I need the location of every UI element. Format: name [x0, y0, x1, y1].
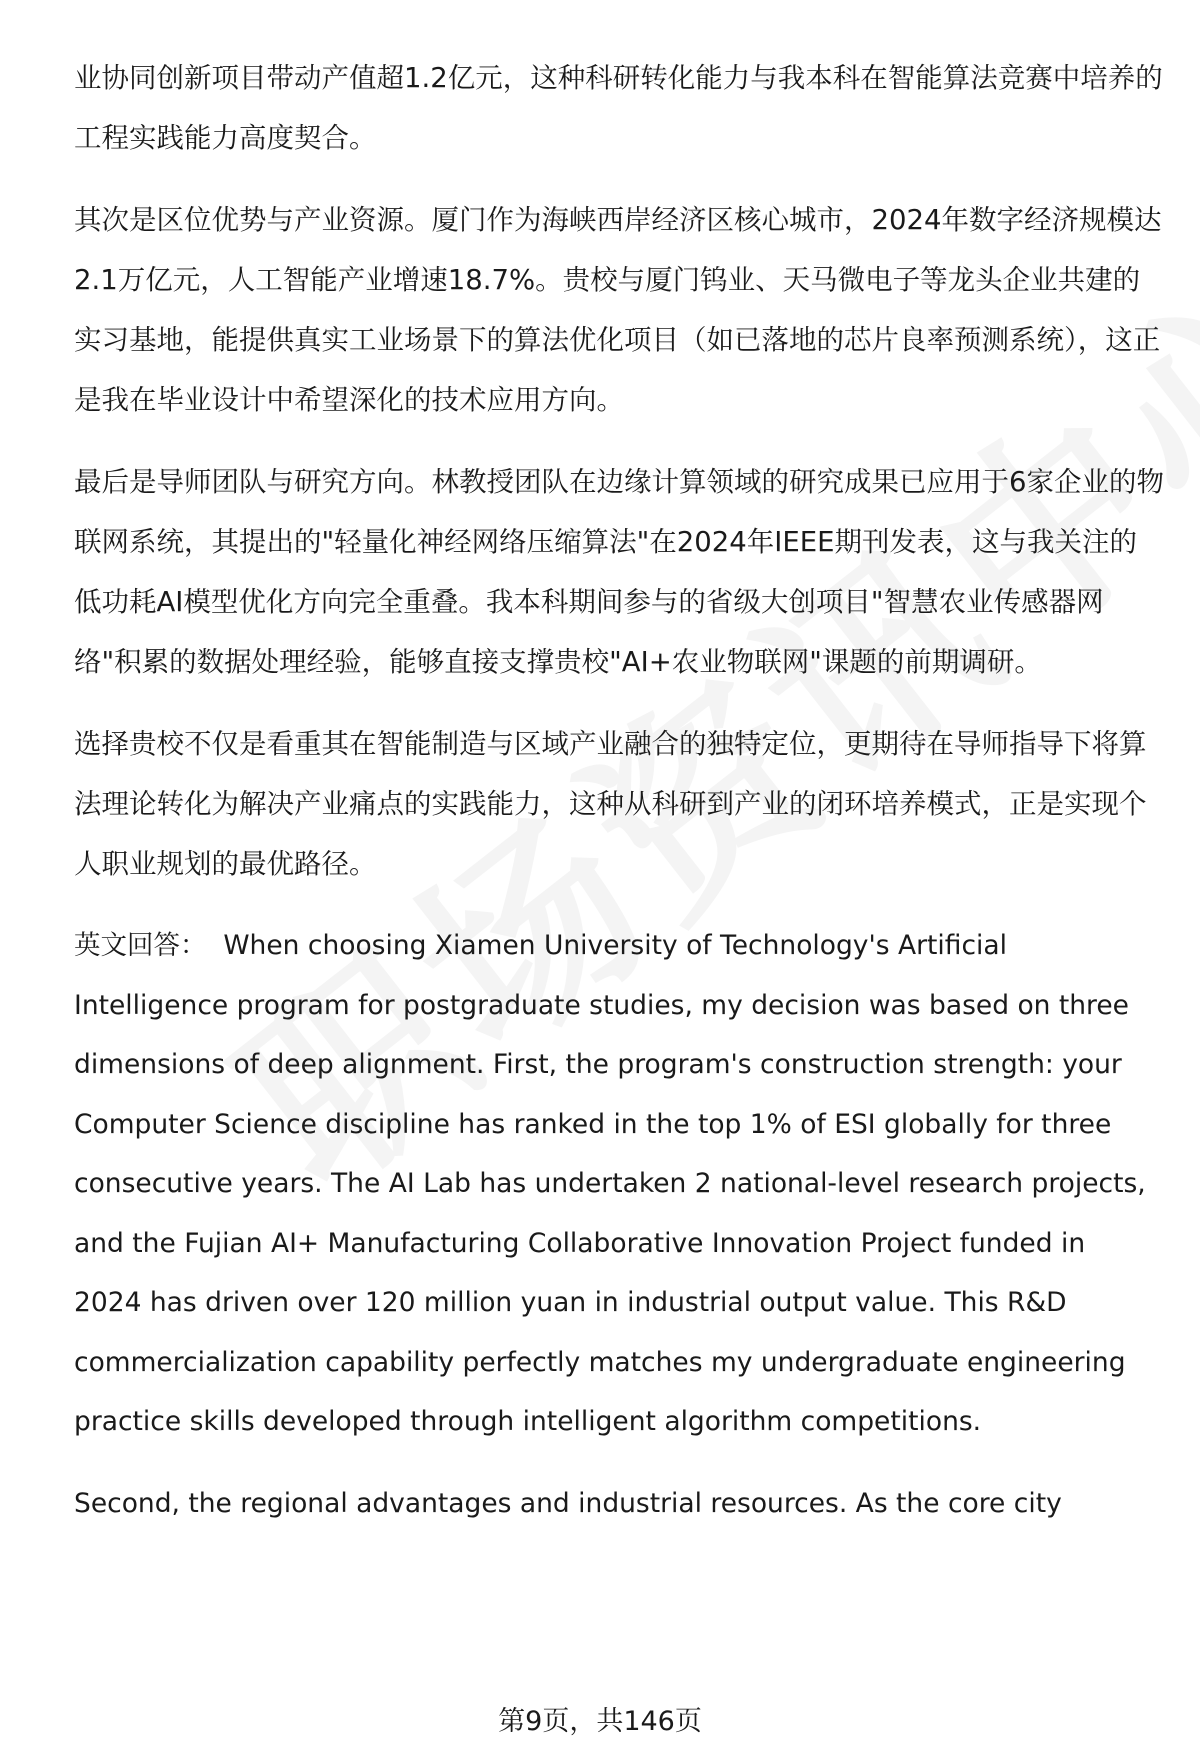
paragraph-2: 其次是区位优势与产业资源。厦门作为海峡西岸经济区核心城市，2024年数字经济规模达2.1万亿元，人工智能产业增速18.7%。贵校与厦门钨业、天马微电子等龙头企业共建的实习基地，能提供真实工业场景下的算法优化项目（如已落地的芯片良率预测系统），这正是我在毕业设计中希望深化的技术应用方向。 [74, 204, 1162, 416]
paragraph-4: 选择贵校不仅是看重其在智能制造与区域产业融合的独特定位，更期待在导师指导下将算法理论转化为解决产业痛点的实践能力，这种从科研到产业的闭环培养模式，正是实现个人职业规划的最优路径。 [74, 728, 1147, 880]
english-answer-label: 英文回答： [74, 930, 207, 961]
document-body [74, 48, 1164, 1533]
english-answer-paragraph [74, 916, 1154, 1452]
page-number-footer: 第9页，共146页 [498, 1706, 702, 1737]
paragraph-3: 最后是导师团队与研究方向。林教授团队在边缘计算领域的研究成果已应用于6家企业的物联网系统，其提出的"轻量化神经网络压缩算法"在2024年IEEE期刊发表，这与我关注的低功耗AI模型优化方向完全重叠。我本科期间参与的省级大创项目"智慧农业传感器网络"积累的数据处理经验，能够直接支撑贵校"AI+农业物联网"课题的前期调研。 [74, 466, 1164, 678]
english-paragraph-2: Second, the regional advantages and industrial resources. As the core city [74, 1487, 1062, 1519]
english-answer-text: When choosing Xiamen University of Technology's Artificial Intelligence program for postgraduate studies, my decision was based on three dimensions of deep alignment. First, the program's construction strength: your Computer Science discipline has ranked in the top 1% of ESI globally for three consecutive years. The AI Lab has undertaken 2 national-level research projects, and the Fujian AI+ Manufacturing Collaborative Innovation Project funded in 2024 has driven over 120 million yuan in industrial output value. This R&D commercialization capability perfectly matches my undergraduate engineering practice skills developed through intelligent algorithm competitions. [74, 930, 1146, 1437]
paragraph-1: 业协同创新项目带动产值超1.2亿元，这种科研转化能力与我本科在智能算法竞赛中培养的工程实践能力高度契合。 [74, 62, 1163, 154]
